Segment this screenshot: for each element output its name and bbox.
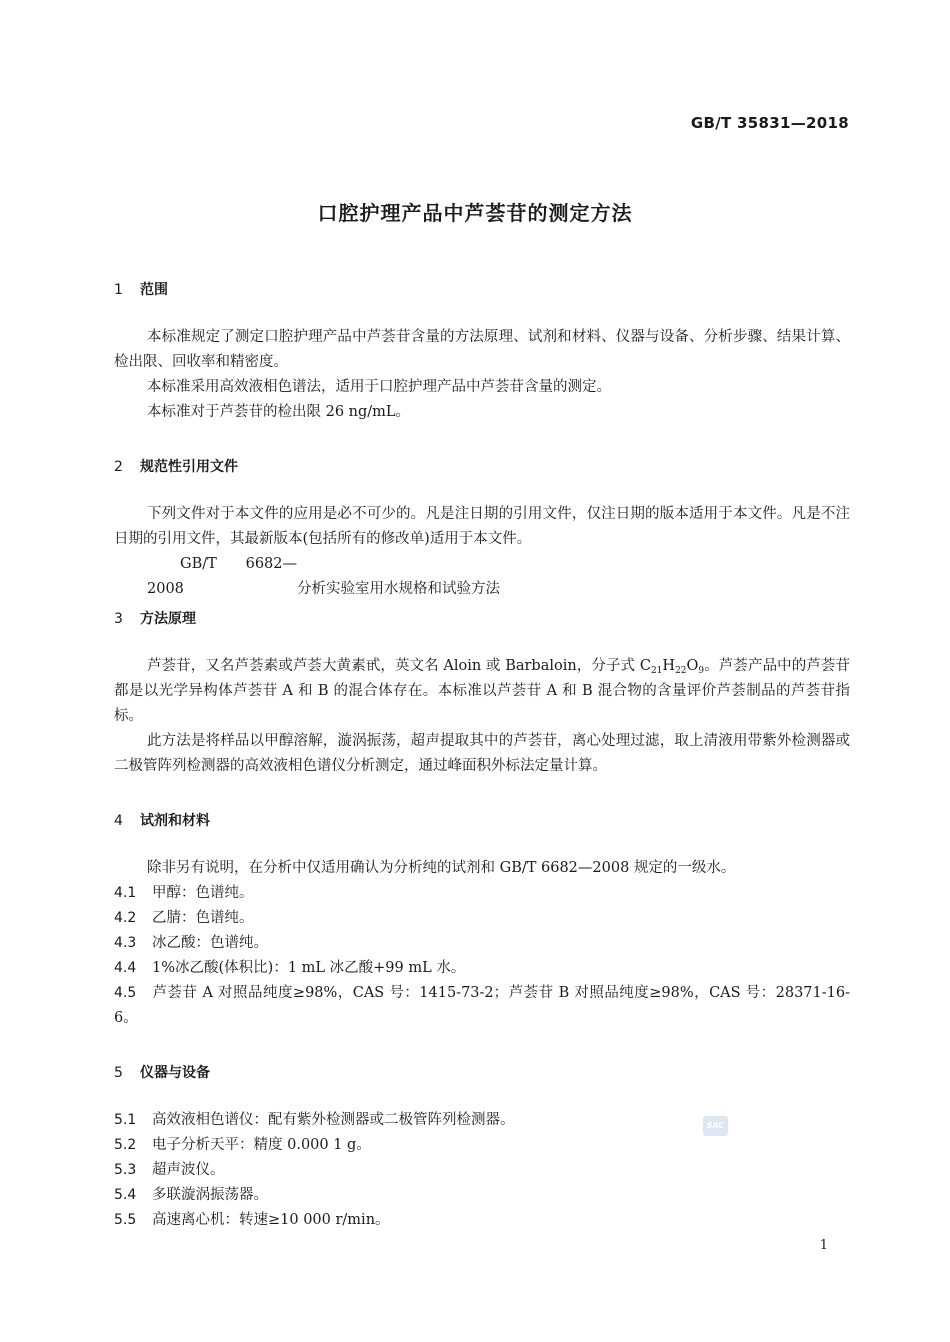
item-text: 乙腈：色谱纯。 [152, 910, 254, 926]
text-run: 芦荟苷，又名芦荟素或芦荟大黄素甙，英文名 Aloin 或 Barbaloin，分子式 [147, 658, 640, 674]
standard-code: GB/T 35831—2018 [690, 114, 849, 132]
section-number: 5 [114, 1065, 123, 1081]
section-title: 试剂和材料 [140, 813, 210, 829]
item-number: 5.1 [114, 1112, 137, 1128]
document-title: 口腔护理产品中芦荟苷的测定方法 [317, 201, 633, 225]
item-text: 1%冰乙酸(体积比)：1 mL 冰乙酸+99 mL 水。 [152, 960, 466, 976]
item-text: 多联漩涡振荡器。 [152, 1187, 268, 1203]
item-text: 甲醇：色谱纯。 [152, 885, 254, 901]
sac-watermark-logo: SAC [703, 1116, 728, 1136]
list-item [114, 956, 850, 981]
section-4-heading [114, 810, 210, 830]
section-5-heading [114, 1062, 210, 1082]
section-3-heading [114, 608, 196, 628]
item-number: 4.3 [114, 935, 137, 951]
item-number: 5.2 [114, 1137, 137, 1153]
section-2-heading [114, 456, 238, 476]
item-text: 冰乙酸：色谱纯。 [152, 935, 268, 951]
section-title: 范围 [140, 282, 168, 298]
paragraph: 除非另有说明，在分析中仅适用确认为分析纯的试剂和 GB/T 6682—2008 规定的一级水。 [147, 860, 736, 876]
list-item [114, 981, 850, 1031]
section-number: 1 [114, 282, 123, 298]
section-number: 3 [114, 611, 123, 627]
normative-reference [114, 552, 850, 602]
paragraph: 此方法是将样品以甲醇溶解，漩涡振荡，超声提取其中的芦荟苷，离心处理过滤，取上清液用带紫外检测器或二极管阵列检测器的高效液相色谱仪分析测定，通过峰面积外标法定量计算。 [114, 733, 850, 774]
paragraph: 下列文件对于本文件的应用是必不可少的。凡是注日期的引用文件，仅注日期的版本适用于本文件。凡是不注日期的引用文件，其最新版本(包括所有的修改单)适用于本文件。 [114, 506, 850, 547]
reference-code: GB/T 6682—2008 [147, 556, 297, 597]
paragraph: 本标准对于芦荟苷的检出限 26 ng/mL。 [147, 404, 411, 420]
list-item [114, 906, 850, 931]
list-item [114, 931, 850, 956]
item-number: 5.3 [114, 1162, 137, 1178]
list-item [114, 881, 850, 906]
paragraph: 本标准采用高效液相色谱法，适用于口腔护理产品中芦荟苷含量的测定。 [147, 379, 611, 395]
list-item [114, 1183, 850, 1208]
paragraph [114, 654, 850, 729]
item-number: 5.4 [114, 1187, 137, 1203]
molecular-formula: $C_{21}H_{22}O_9$ [639, 658, 705, 676]
list-item [114, 1158, 850, 1183]
section-title: 方法原理 [140, 611, 196, 627]
section-number: 2 [114, 459, 123, 475]
item-text: 高效液相色谱仪：配有紫外检测器或二极管阵列检测器。 [152, 1112, 515, 1128]
list-item [114, 1133, 850, 1158]
item-text: 高速离心机：转速≥10 000 r/min。 [152, 1212, 390, 1228]
section-1-heading [114, 279, 168, 299]
reference-title: 分析实验室用水规格和试验方法 [297, 581, 500, 597]
item-number: 5.5 [114, 1212, 137, 1228]
page-number: 1 [819, 1238, 828, 1253]
item-number: 4.5 [114, 985, 137, 1001]
text-run: 。芦荟产品中的芦荟苷都是以光学异构体芦荟苷 A 和 B 的混合体存在。本标准以芦荟苷 A 和 B 混合物的含量评价芦荟制品的芦荟苷指标。 [114, 658, 850, 724]
item-number: 4.1 [114, 885, 137, 901]
item-number: 4.4 [114, 960, 137, 976]
item-text: 芦荟苷 A 对照品纯度≥98%，CAS 号：1415-73-2；芦荟苷 B 对照品纯度≥98%，CAS 号：28371-16-6。 [114, 985, 850, 1026]
item-text: 电子分析天平：精度 0.000 1 g。 [152, 1137, 371, 1153]
section-title: 仪器与设备 [140, 1065, 210, 1081]
section-number: 4 [114, 813, 123, 829]
section-title: 规范性引用文件 [140, 459, 238, 475]
paragraph: 本标准规定了测定口腔护理产品中芦荟苷含量的方法原理、试剂和材料、仪器与设备、分析步骤、结果计算、检出限、回收率和精密度。 [114, 329, 850, 370]
item-number: 4.2 [114, 910, 137, 926]
item-text: 超声波仪。 [152, 1162, 225, 1178]
list-item [114, 1108, 850, 1133]
list-item [114, 1208, 850, 1233]
